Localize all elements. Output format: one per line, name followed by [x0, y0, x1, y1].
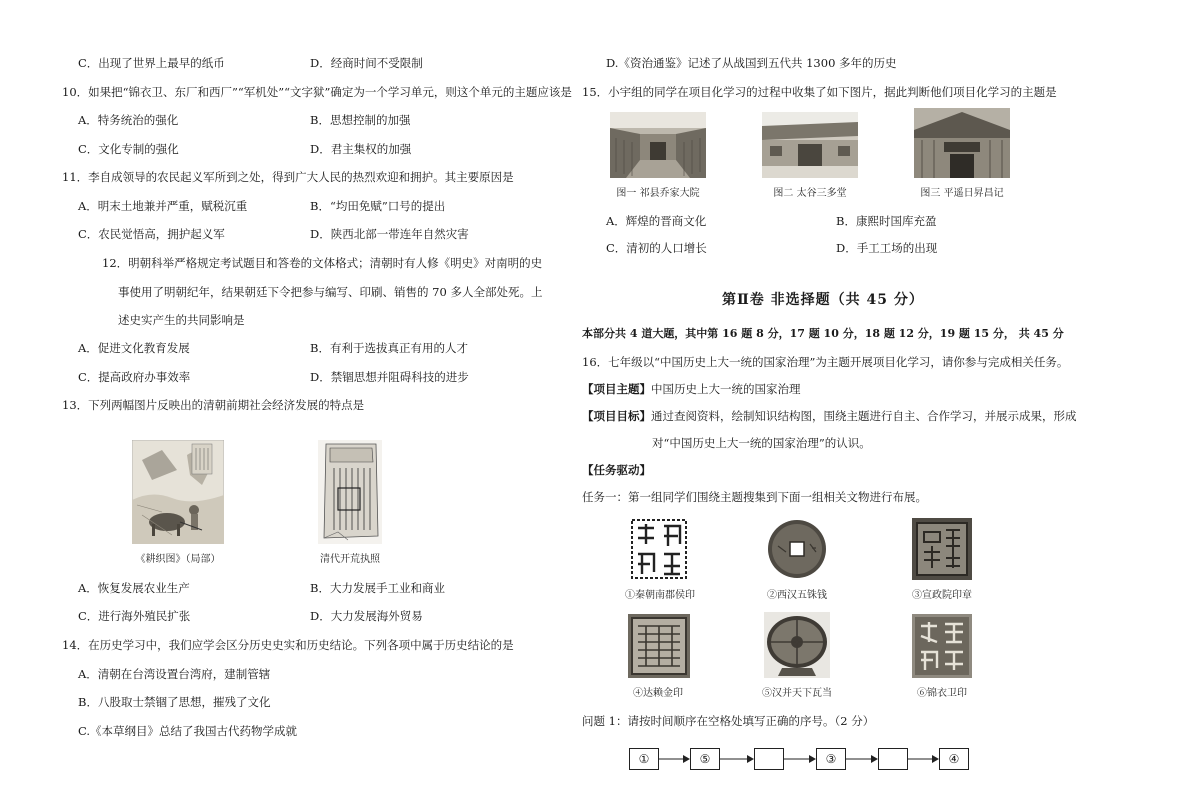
q15-stem: 15．小宇组的同学在项目化学习的过程中收集了如下图片，据此判断他们项目化学习的主题是 [582, 85, 1057, 99]
q12-stem-line3: 述史实产生的共同影响是 [118, 313, 245, 327]
q13-option-a: A．恢复发展农业生产 [78, 581, 190, 595]
q16-theme-label: 【项目主题】 [582, 382, 651, 396]
q14-option-a: A．清朝在台湾设置台湾府，建制管辖 [78, 667, 271, 681]
sequence-box-6: ④ [939, 748, 969, 770]
q13-caption-1: 《耕织图》（局部） [135, 554, 221, 565]
q16-stem: 16．七年级以“中国历史上大一统的国家治理”为主题开展项目化学习，请你参与完成相关任务。 [582, 355, 1069, 369]
q13-option-b: B．大力发展手工业和商业 [310, 581, 445, 595]
q10-option-b: B．思想控制的加强 [310, 113, 411, 127]
q14-stem: 14．在历史学习中，我们应学会区分历史史实和历史结论。下列各项中属于历史结论的是 [62, 638, 514, 652]
q16-goal-text-2: 对“中国历史上大一统的国家治理”的认识。 [652, 436, 871, 450]
q12-option-a: A．促进文化教育发展 [78, 341, 190, 355]
sequence-box-3-blank[interactable] [754, 748, 784, 770]
relic-caption-5: ⑤汉并天下瓦当 [762, 688, 832, 699]
xuanzheng-yuan-seal-image [912, 518, 972, 580]
q12-option-d: D．禁锢思想并阻碍科技的进步 [310, 370, 469, 384]
q10-option-a: A．特务统治的强化 [78, 113, 179, 127]
q10-option-c: C．文化专制的强化 [78, 142, 179, 156]
qin-nanjun-marquis-seal-image [630, 518, 688, 580]
sequence-box-5-blank[interactable] [878, 748, 908, 770]
jinyiwei-seal-image [912, 614, 972, 678]
q15-caption-2: 图二 太谷三多堂 [773, 188, 847, 199]
sequence-box-2: ⑤ [690, 748, 720, 770]
relic-caption-3: ③宣政院印章 [912, 590, 972, 601]
q9-option-c: C．出现了世界上最早的纸币 [78, 56, 225, 70]
q11-option-b: B．“均田免赋”口号的提出 [310, 199, 446, 213]
q16-task1: 任务一：第一组同学们围绕主题搜集到下面一组相关文物进行布展。 [582, 490, 927, 504]
dalai-gold-seal-image [628, 614, 690, 678]
q16-goal-label: 【项目目标】 [582, 409, 651, 423]
q15-option-a: A．辉煌的晋商文化 [606, 214, 707, 228]
q11-option-c: C．农民觉悟高，拥护起义军 [78, 227, 225, 241]
han-tile-end-image [764, 612, 830, 678]
q13-caption-2: 清代开荒执照 [320, 554, 380, 565]
q12-option-c: C．提高政府办事效率 [78, 370, 191, 384]
qiao-family-courtyard-image [610, 112, 706, 178]
pingyao-rishengchang-image [914, 108, 1010, 178]
q15-caption-1: 图一 祁县乔家大院 [616, 188, 700, 199]
q16-theme-text: 中国历史上大一统的国家治理 [651, 382, 801, 396]
q14-option-c: C.《本草纲目》总结了我国古代药物学成就 [78, 724, 298, 738]
arrow-right-icon [659, 748, 690, 770]
q11-option-d: D．陕西北部一带连年自然灾害 [310, 227, 469, 241]
q13-option-c: C．进行海外殖民扩张 [78, 609, 191, 623]
relic-caption-2: ②西汉五铢钱 [767, 590, 827, 601]
relic-caption-1: ①秦朝南郡侯印 [625, 590, 695, 601]
western-han-wuzhu-coin-image [766, 518, 828, 580]
q10-stem: 10．如果把“锦衣卫、东厂和西厂”“军机处”“文字狱”确定为一个学习单元，则这个单元的主题应该是 [62, 85, 572, 99]
q15-option-b: B．康熙时国库充盈 [836, 214, 937, 228]
farming-weaving-painting-image [132, 440, 224, 544]
sequence-box-4: ③ [816, 748, 846, 770]
q15-caption-3: 图三 平遥日昇昌记 [920, 188, 1004, 199]
q16-question1: 问题 1：请按时间顺序在空格处填写正确的序号。（2 分） [582, 714, 875, 728]
q14-option-d: D.《资治通鉴》记述了从战国到五代共 1300 多年的历史 [606, 56, 897, 70]
q16-theme-row [582, 382, 801, 396]
q11-stem: 11．李自成领导的农民起义军所到之处，得到广大人民的热烈欢迎和拥护。其主要原因是 [62, 170, 514, 184]
part2-title: 第Ⅱ卷 非选择题（共 45 分） [722, 292, 924, 308]
q12-option-b: B．有利于选拔真正有用的人才 [310, 341, 468, 355]
arrow-right-icon [784, 748, 816, 770]
arrow-right-icon [846, 748, 878, 770]
q16-goal-text-1: 通过查阅资料，绘制知识结构图，围绕主题进行自主、合作学习，并展示成果，形成 [651, 409, 1077, 423]
q9-option-d: D．经商时间不受限制 [310, 56, 423, 70]
taigu-sanduotang-image [762, 112, 858, 178]
relic-caption-6: ⑥锦衣卫印 [917, 688, 967, 699]
q15-option-d: D．手工工场的出现 [836, 241, 938, 255]
q11-option-a: A．明末土地兼并严重，赋税沉重 [78, 199, 248, 213]
q12-stem-line2: 事使用了明朝纪年，结果朝廷下令把参与编写、印刷、销售的 70 多人全部处死。上 [118, 285, 543, 299]
q16-task-label: 【任务驱动】 [582, 463, 651, 477]
q12-stem-line1: 12．明朝科举严格规定考试题目和答卷的文体格式；清朝时有人修《明史》对南明的史 [102, 256, 543, 270]
q10-option-d: D．君主集权的加强 [310, 142, 412, 156]
arrow-right-icon [720, 748, 754, 770]
arrow-right-icon [908, 748, 939, 770]
q13-stem: 13．下列两幅图片反映出的清朝前期社会经济发展的特点是 [62, 398, 365, 412]
sequence-box-1: ① [629, 748, 659, 770]
part2-note: 本部分共 4 道大题，其中第 16 题 8 分，17 题 10 分，18 题 12 分，19 题 15 分， 共 45 分 [582, 327, 1064, 340]
q14-option-b: B．八股取士禁锢了思想，摧残了文化 [78, 695, 271, 709]
land-reclamation-license-image [318, 440, 382, 544]
relic-caption-4: ④达赖金印 [633, 688, 683, 699]
q15-option-c: C．清初的人口增长 [606, 241, 707, 255]
q13-option-d: D．大力发展海外贸易 [310, 609, 423, 623]
q16-goal-row [582, 409, 1077, 423]
